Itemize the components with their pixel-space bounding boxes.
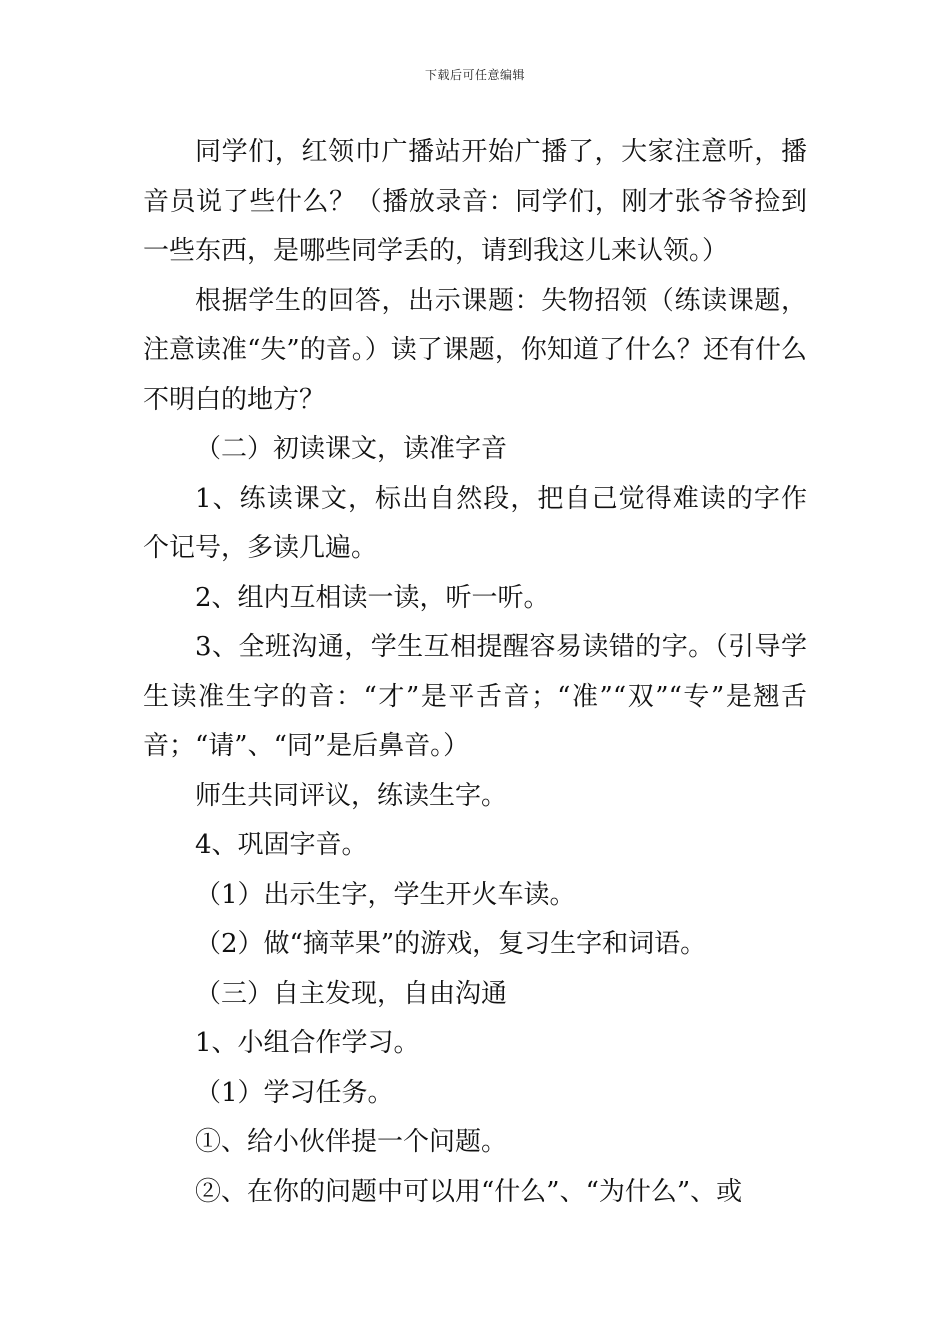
paragraph-step-3: 3、全班沟通，学生互相提醒容易读错的字。（引导学生读准生字的音：“才”是平舌音；“准”“双”“专”是翘舌音；“请”、“同”是后鼻音。） [143, 632, 807, 761]
paragraph-step-4: 4、巩固字音。 [195, 830, 368, 860]
paragraph-task-item-1: ①、给小伙伴提一个问题。 [195, 1127, 508, 1157]
paragraph-lesson-title: 根据学生的回答，出示课题：失物招领（练读课题，注意读准“失”的音。）读了课题，你知道了什么？还有什么不明白的地方？ [143, 285, 807, 415]
paragraph-step-1: 1、练读课文，标出自然段，把自己觉得难读的字作个记号，多读几遍。 [143, 483, 807, 563]
document-body [143, 128, 807, 1217]
paragraph-substep-1: （1）出示生字，学生开火车读。 [195, 879, 576, 910]
paragraph-evaluate: 师生共同评议，练读生字。 [195, 780, 508, 811]
section-heading-first-reading: （二）初读课文，读准字音 [195, 434, 508, 464]
section-heading-discovery: （三）自主发现，自由沟通 [195, 978, 508, 1009]
page-header: 下载后可任意编辑 [424, 68, 525, 82]
paragraph-group-study: 1、小组合作学习。 [195, 1028, 420, 1058]
paragraph-task: （1）学习任务。 [195, 1077, 394, 1108]
paragraph-step-2: 2、组内互相读一读，听一听。 [195, 582, 550, 613]
paragraph-broadcast: 同学们，红领巾广播站开始广播了，大家注意听，播音员说了些什么？（播放录音：同学们，刚才张爷爷捡到一些东西，是哪些同学丢的，请到我这儿来认领。） [143, 137, 807, 266]
paragraph-substep-2: （2）做“摘苹果”的游戏，复习生字和词语。 [195, 929, 707, 959]
paragraph-task-item-2: ②、在你的问题中可以用“什么”、“为什么”、或 [195, 1176, 743, 1207]
